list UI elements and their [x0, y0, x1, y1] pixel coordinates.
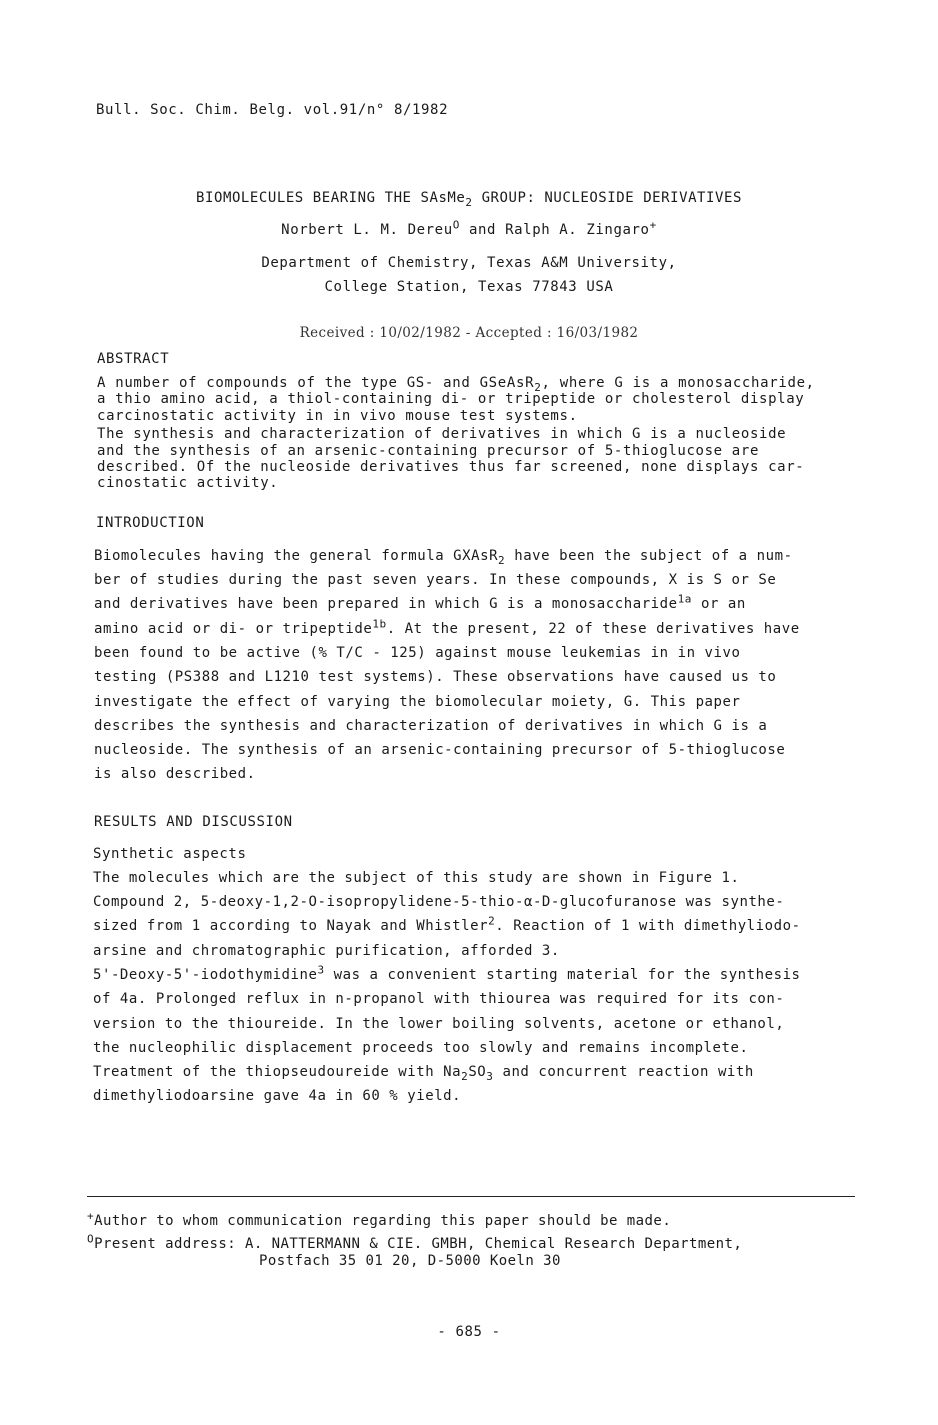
abstract-line: and the synthesis of an arsenic-containing precursor of 5-thioglucose are: [97, 443, 760, 459]
received-accepted-dates: Received : 10/02/1982 - Accepted : 16/03/1982: [299, 325, 639, 341]
introduction-line: Biomolecules having the general formula GXAsR$_2$ have been the subject of a num-: [94, 548, 793, 567]
introduction-line: is also described.: [94, 766, 256, 782]
abstract-heading: ABSTRACT: [97, 351, 170, 367]
journal-header: Bull. Soc. Chim. Belg. vol.91/n° 8/1982: [96, 102, 449, 118]
results-line: Treatment of the thiopseudoureide with $Na_2SO_3$ and concurrent reaction with: [93, 1064, 754, 1083]
introduction-line: amino acid or di- or tripeptide$^{1b}$. At the present, 22 of these derivatives have: [94, 617, 800, 637]
abstract-line: carcinostatic activity in in vivo mouse test systems.: [97, 408, 578, 424]
footnote-address-line-2: Postfach 35 01 20, D-5000 Koeln 30: [259, 1253, 561, 1269]
author-zingaro: Ralph A. Zingaro: [505, 222, 650, 238]
results-line: Compound 2, 5-deoxy-1,2-O-isopropylidene-5-thio-α-D-glucofuranose was synthe-: [93, 894, 785, 910]
page-number: - 685 -: [437, 1324, 501, 1340]
introduction-line: been found to be active (% T/C - 125) against mouse leukemias in in vivo: [94, 645, 741, 661]
introduction-line: testing (PS388 and L1210 test systems). These observations have caused us to: [94, 669, 777, 685]
affiliation-line-2: College Station, Texas 77843 USA: [324, 279, 614, 295]
results-line: The molecules which are the subject of this study are shown in Figure 1.: [93, 870, 740, 886]
results-line: the nucleophilic displacement proceeds too slowly and remains incomplete.: [93, 1040, 749, 1056]
introduction-line: ber of studies during the past seven years. In these compounds, X is S or Se: [94, 572, 777, 588]
footnote-author: +Author to whom communication regarding this paper should be made.: [87, 1209, 672, 1229]
results-heading: RESULTS AND DISCUSSION: [94, 814, 293, 830]
results-line: dimethyliodoarsine gave 4a in 60 % yield.: [93, 1088, 462, 1104]
footnote-address: $^O$Present address: A. NATTERMANN & CIE. GMBH, Chemical Research Department,: [87, 1232, 743, 1252]
introduction-line: investigate the effect of varying the biomolecular moiety, G. This paper: [94, 694, 741, 710]
results-line: of 4a. Prolonged reflux in n-propanol with thiourea was required for its con-: [93, 991, 785, 1007]
abstract-line: described. Of the nucleoside derivatives thus far screened, none displays car-: [97, 459, 805, 475]
results-line: sized from 1 according to Nayak and Whistler$^2$. Reaction of 1 with dimethyliodo-: [93, 914, 801, 934]
introduction-heading: INTRODUCTION: [96, 515, 205, 531]
footnote-divider: [87, 1196, 855, 1197]
abstract-line: cinostatic activity.: [97, 475, 279, 491]
abstract-line: The synthesis and characterization of derivatives in which G is a nucleoside: [97, 426, 787, 442]
introduction-line: describes the synthesis and characterization of derivatives in which G is a: [94, 718, 768, 734]
abstract-line: A number of compounds of the type GS- and GSeAsR$_2$, where G is a monosaccharide,: [97, 375, 815, 394]
authors: Norbert L. M. Dereu$^O$ and Ralph A. Zingaro+: [281, 218, 657, 238]
synthetic-aspects-subheading: Synthetic aspects: [93, 846, 247, 862]
abstract-line: a thio amino acid, a thiol-containing di- or tripeptide or cholesterol display: [97, 391, 805, 407]
affiliation-line-1: Department of Chemistry, Texas A&M University,: [261, 255, 677, 271]
results-line: 5'-Deoxy-5'-iodothymidine$^3$ was a convenient starting material for the synthesis: [93, 963, 801, 983]
introduction-line: and derivatives have been prepared in which G is a monosaccharide$^{1a}$ or an: [94, 592, 746, 612]
results-line: version to the thioureide. In the lower boiling solvents, acetone or ethanol,: [93, 1016, 785, 1032]
introduction-line: nucleoside. The synthesis of an arsenic-containing precursor of 5-thioglucose: [94, 742, 786, 758]
author-dereu: Norbert L. M. Dereu: [281, 222, 453, 238]
paper-title: BIOMOLECULES BEARING THE SAsMe$_2$ GROUP: NUCLEOSIDE DERIVATIVES: [196, 190, 742, 209]
results-line: arsine and chromatographic purification, afforded 3.: [93, 943, 560, 959]
